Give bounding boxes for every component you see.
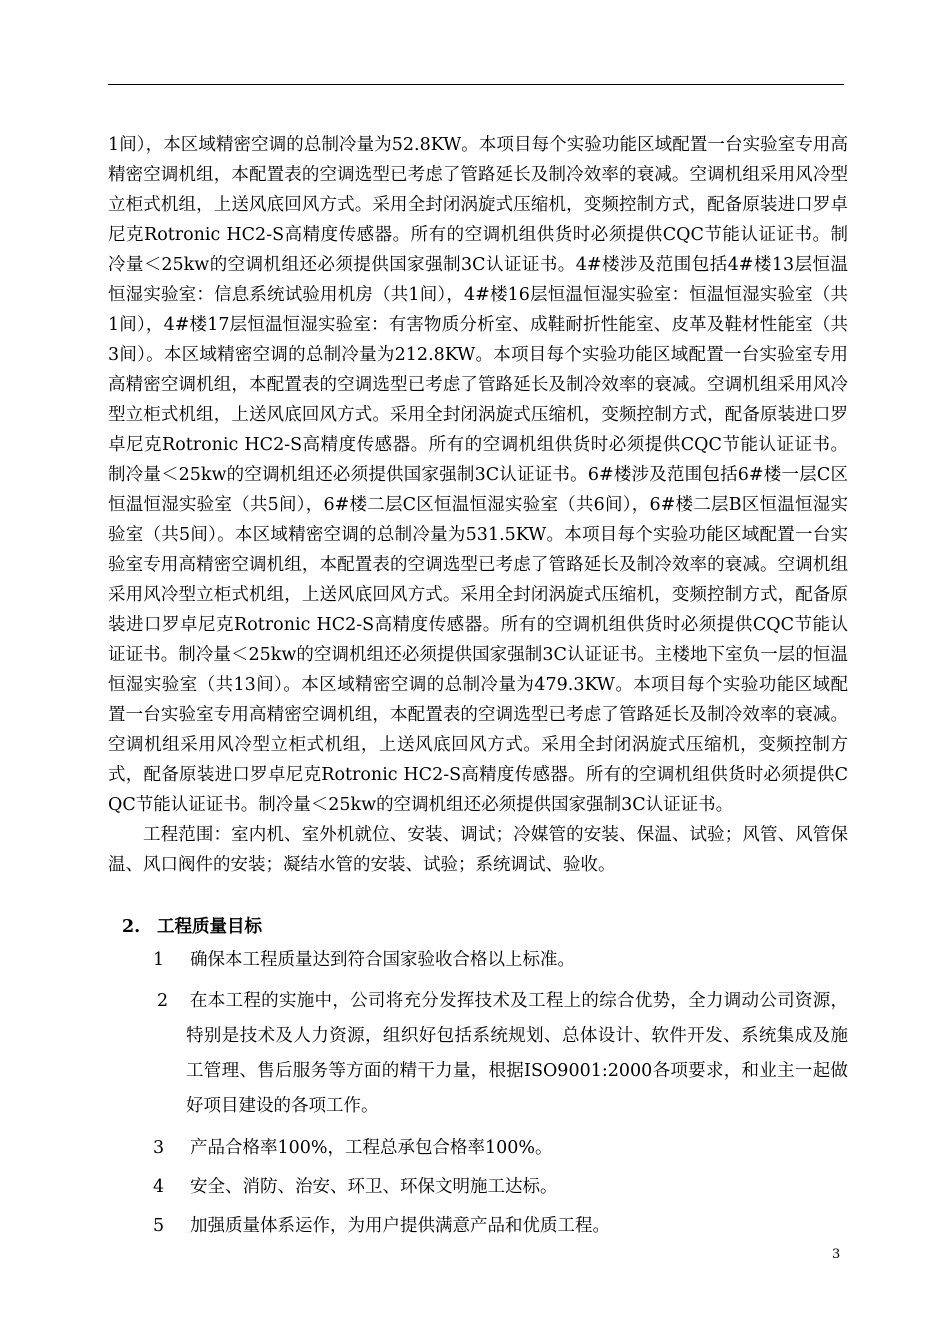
list-item-text: 加强质量体系运作，为用户提供满意产品和优质工程。 (190, 1216, 610, 1236)
list-item (108, 984, 848, 1124)
list-item-number: 5 (153, 1216, 165, 1236)
list-item-text: 确保本工程质量达到符合国家验收合格以上标准。 (190, 950, 575, 970)
section-heading (122, 912, 262, 942)
paragraph-hvac-description: 1间），本区域精密空调的总制冷量为52.8KW。本项目每个实验功能区域配置一台实验室专用高精密空调机组，本配置表的空调选型已考虑了管路延长及制冷效率的衰减。空调机组采用风冷型立柜式机组，上送风底回风方式。采用全封闭涡旋式压缩机，变频控制方式，配备原装进口罗卓尼克Rotronic HC2-S高精度传感器。所有的空调机组供货时必须提供CQC节能认证证书。制冷量＜25kw的空调机组还必须提供国家强制3C认证证书。4#楼涉及范围包括4#楼13层恒温恒湿实验室：信息系统试验用机房（共1间），4#楼16层恒温恒湿实验室：恒温恒湿实验室（共1间），4#楼17层恒温恒湿实验室：有害物质分析室、成鞋耐折性能室、皮革及鞋材性能室（共3间）。本区域精密空调的总制冷量为212.8KW。本项目每个实验功能区域配置一台实验室专用高精密空调机组，本配置表的空调选型已考虑了管路延长及制冷效率的衰减。空调机组采用风冷型立柜式机组，上送风底回风方式。采用全封闭涡旋式压缩机，变频控制方式，配备原装进口罗卓尼克Rotronic HC2-S高精度传感器。所有的空调机组供货时必须提供CQC节能认证证书。制冷量＜25kw的空调机组还必须提供国家强制3C认证证书。6#楼涉及范围包括6#楼一层C区恒温恒湿实验室（共5间），6#楼二层C区恒温恒湿实验室（共6间），6#楼二层B区恒温恒湿实验室（共5间）。本区域精密空调的总制冷量为531.5KW。本项目每个实验功能区域配置一台实验室专用高精密空调机组，本配置表的空调选型已考虑了管路延长及制冷效率的衰减。空调机组采用风冷型立柜式机组，上送风底回风方式。采用全封闭涡旋式压缩机，变频控制方式，配备原装进口罗卓尼克Rotronic HC2-S高精度传感器。所有的空调机组供货时必须提供CQC节能认证证书。制冷量＜25kw的空调机组还必须提供国家强制3C认证证书。主楼地下室负一层的恒温恒湿实验室（共13间）。本区域精密空调的总制冷量为479.3KW。本项目每个实验功能区域配置一台实验室专用高精密空调机组，本配置表的空调选型已考虑了管路延长及制冷效率的衰减。空调机组采用风冷型立柜式机组，上送风底回风方式。采用全封闭涡旋式压缩机，变频控制方式，配备原装进口罗卓尼克Rotronic HC2-S高精度传感器。所有的空调机组供货时必须提供CQC节能认证证书。制冷量＜25kw的空调机组还必须提供国家强制3C认证证书。 (108, 135, 848, 815)
list-item-text: 产品合格率100%，工程总承包合格率100%。 (190, 1138, 553, 1158)
section-number: 2. (122, 917, 141, 937)
quality-goals-list (108, 945, 848, 1250)
list-item-number: 1 (153, 950, 165, 970)
list-item (108, 1211, 848, 1241)
body-text (108, 130, 848, 880)
section-title: 工程质量目标 (157, 917, 262, 937)
list-item-text: 在本工程的实施中，公司将充分发挥技术及工程上的综合优势，全力调动公司资源，特别是技术及人力资源，组织好包括系统规划、总体设计、软件开发、系统集成及施工管理、售后服务等方面的精干力量，根据ISO9001:2000各项要求，和业主一起做好项目建设的各项工作。 (186, 991, 848, 1116)
list-item-text: 安全、消防、治安、环卫、环保文明施工达标。 (190, 1177, 558, 1197)
list-item (108, 1172, 848, 1202)
header-rule (108, 84, 844, 85)
list-item-number: 2 (157, 991, 169, 1011)
paragraph-scope: 工程范围：室内机、室外机就位、安装、调试；冷媒管的安装、保温、试验；风管、风管保温、风口阀件的安装；凝结水管的安装、试验；系统调试、验收。 (108, 825, 848, 875)
list-item-number: 4 (153, 1177, 165, 1197)
list-item (108, 1133, 848, 1163)
list-item (108, 945, 848, 975)
page-number: 3 (832, 1247, 841, 1262)
list-item-number: 3 (153, 1138, 165, 1158)
